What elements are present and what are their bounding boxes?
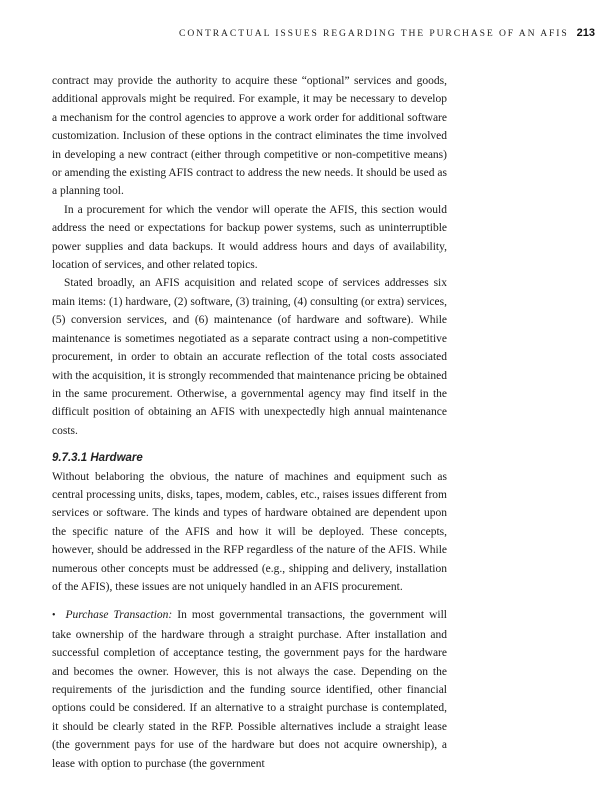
bullet-term: Purchase Transaction: <box>65 609 173 622</box>
bullet-text: In most governmental transactions, the government will take ownership of the hardware through a straight purchase. After installation and successful completion of acceptance testing, the government pays for the hardware and becomes the owner. However, this is not always the case. Depending on the requirements of the jurisdiction and the funding source identified, other financial options could be considered. If an alternative to a straight purchase is contemplated, it should be clearly stated in the RFP. Possible alternatives include a straight lease (the government pays for use of the hardware but does not acquire ownership), a lease with option to purchase (the government <box>52 609 447 770</box>
bullet-item <box>52 606 447 773</box>
paragraph: Stated broadly, an AFIS acquisition and related scope of services addresses six main items: (1) hardware, (2) software, (3) training, (4) consulting (or extra) services, (5) conversion services, and (6) maintenance (of hardware and software). While maintenance is sometimes negotiated as a separate contract using a non-competitive procurement, in order to obtain an accurate reflection of the total costs associated with the acquisition, it is strongly recommended that maintenance pricing be obtained in the same procurement. Otherwise, a governmental agency may find itself in the difficult position of obtaining an AFIS with unexpectedly high annual maintenance costs. <box>52 277 447 437</box>
paragraph: In a procurement for which the vendor will operate the AFIS, this section would address the need or expectations for backup power systems, such as uninterruptible power supplies and data backups. It would address hours and days of availability, location of services, and other related topics. <box>52 203 447 272</box>
page-number: 213 <box>576 27 595 39</box>
bullet-marker: • <box>52 610 56 622</box>
section-heading: 9.7.3.1 Hardware <box>52 452 143 465</box>
paragraph: Without belaboring the obvious, the nature of machines and equipment such as central processing units, disks, tapes, modem, cables, etc., raises issues different from services or software. The kinds and types of hardware obtained are dependent upon the specific nature of the AFIS and how it will be deployed. These concepts, however, should be addressed in the RFP regardless of the nature of the AFIS. While numerous other concepts must be addressed (e.g., shipping and delivery, installation of the AFIS), these issues are not uniquely handled in an AFIS procurement. <box>52 470 447 593</box>
paragraph: contract may provide the authority to acquire these “optional” services and goods, additional approvals might be required. For example, it may be necessary to develop a mechanism for the control agencies to approve a work order for additional software customization. Inclusion of these options in the contract eliminates the time involved in developing a new contract (either through competitive or non-competitive means) or amending the existing AFIS contract to address the new needs. It should be used as a planning tool. <box>52 75 447 198</box>
running-title: CONTRACTUAL ISSUES REGARDING THE PURCHASE OF AN AFIS <box>179 28 569 39</box>
body-text <box>52 72 447 773</box>
running-header <box>179 27 595 39</box>
